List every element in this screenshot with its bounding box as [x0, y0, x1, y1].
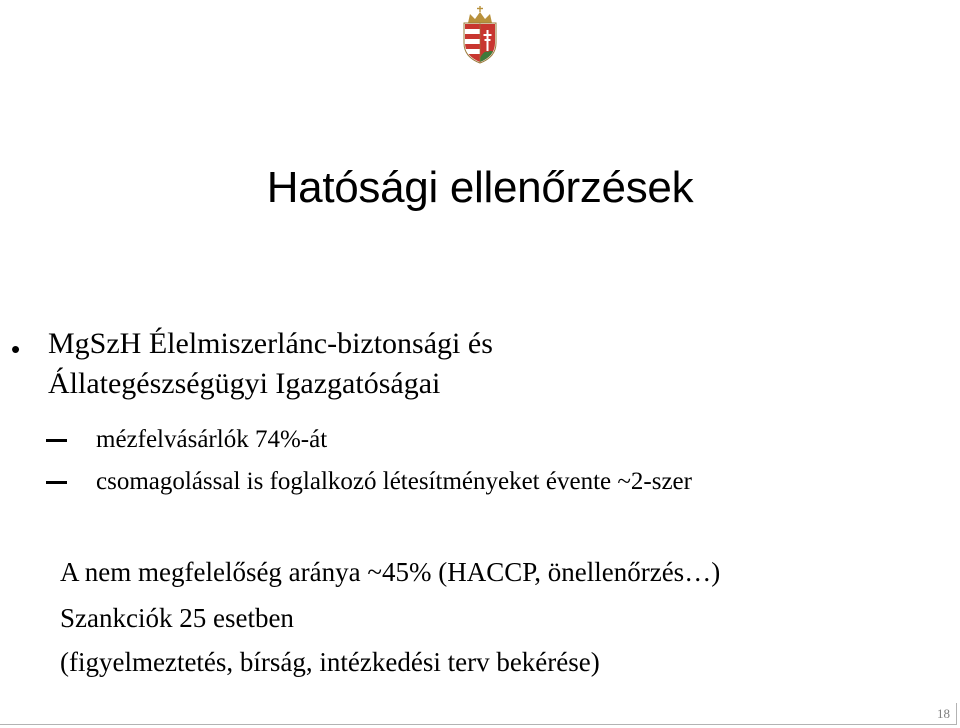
nonconformity-rate-text: A nem megfelelőség aránya ~45% (HACCP, önellenőrzés…) — [60, 557, 721, 587]
sub-bullet-item — [0, 464, 960, 500]
ministry-logo — [405, 6, 555, 96]
sanctions-detail-text: (figyelmeztetés, bírság, intézkedési terv bekérése) — [60, 647, 600, 677]
sub-bullet-item — [0, 422, 960, 458]
dash-icon — [46, 481, 67, 484]
slide-title: Hatósági ellenőrzések — [266, 163, 694, 212]
sub-bullet-text: mézfelvásárlók 74%-át — [96, 426, 328, 453]
dash-icon — [46, 439, 67, 442]
coat-of-arms-icon — [405, 6, 555, 96]
sub-bullet-text: csomagolással is foglalkozó létesítményeket évente ~2-szer — [96, 468, 692, 495]
bullet-main-line: Állategészségügyi Igazgatóságai — [48, 367, 441, 400]
bullet-icon: • — [11, 334, 21, 364]
bullet-main-line: MgSzH Élelmiszerlánc-biztonsági és — [48, 327, 493, 360]
page-number-frame — [0, 703, 957, 725]
page-number: 18 — [937, 706, 950, 721]
bullet-main — [48, 324, 928, 404]
sanctions-text: Szankciók 25 esetben — [60, 603, 294, 633]
